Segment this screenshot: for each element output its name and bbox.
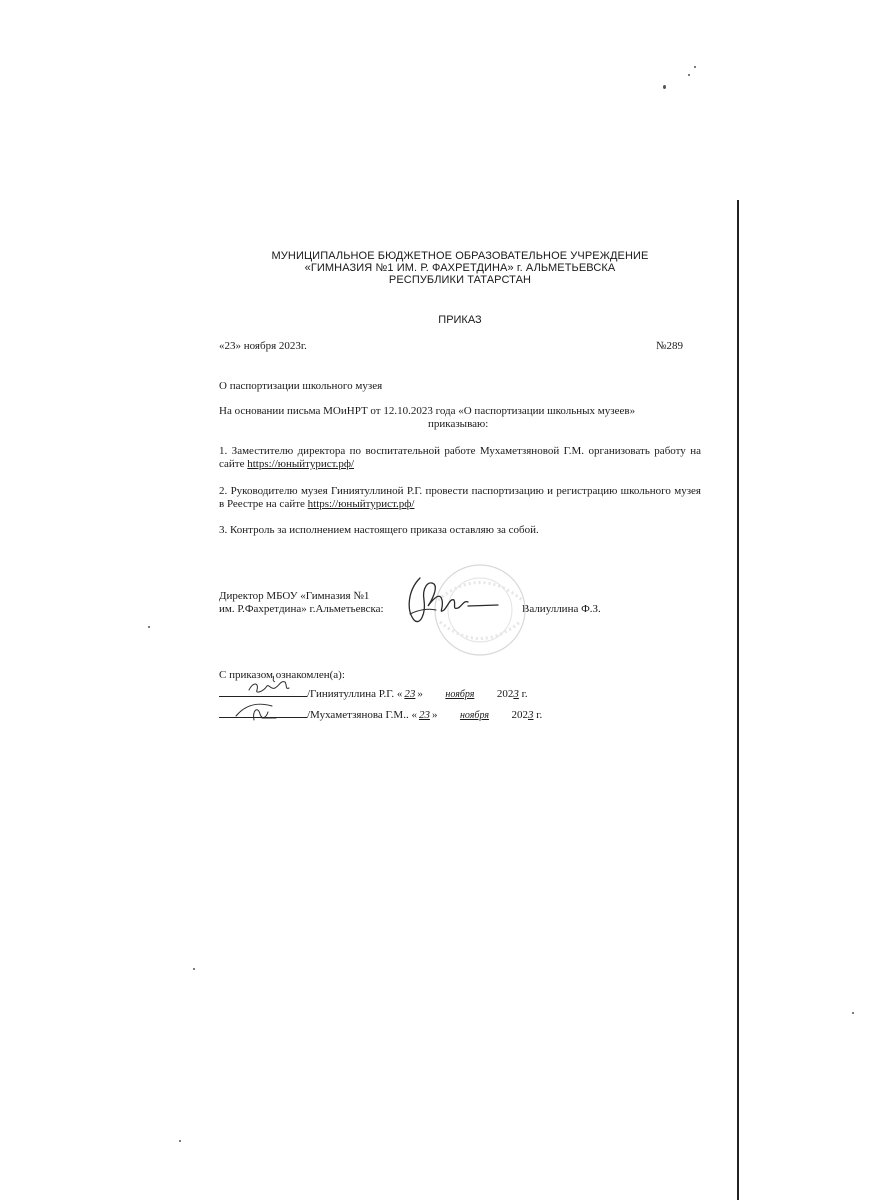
header-line-3: РЕСПУБЛИКИ ТАТАРСТАН [388, 274, 532, 286]
scan-speck [688, 74, 690, 76]
scan-speck [179, 1140, 181, 1142]
order-number: №289 [656, 340, 683, 352]
acquaint-row-1-year-prefix: 202 [496, 688, 514, 700]
scan-speck [193, 968, 195, 970]
order-word: приказываю: [428, 418, 489, 430]
director-signature [398, 570, 518, 630]
scan-speck [148, 626, 150, 628]
document-title: ПРИКАЗ [438, 314, 482, 326]
acquaint-row-2-name: /Мухаметзянова Г.М.. « [307, 709, 417, 721]
order-item-1-link[interactable]: https://юныйтурист.рф/ [247, 458, 355, 470]
order-item-2-link[interactable]: https://юныйтурист.рф/ [307, 498, 415, 510]
order-subject: О паспортизации школьного музея [219, 380, 383, 392]
order-item-3: 3. Контроль за исполнением настоящего приказа оставляю за собой. [219, 524, 539, 536]
signer-name: Валиуллина Ф.З. [522, 603, 601, 615]
acquaint-row-2-month: ноября [459, 710, 489, 721]
order-item-2 [219, 485, 701, 511]
acquaint-row-1-suffix: г. [518, 688, 528, 700]
order-item-2-text: 2. Руководителю музея Гиниятуллиной Р.Г. провести паспортизацию и регистрацию школьного музея в Реестре на сайте [219, 485, 701, 510]
acquaint-row-1-year-digit: 3 [513, 688, 519, 700]
scan-speck [852, 1012, 854, 1014]
acquaint-heading: С приказом ознакомлен(а): [219, 669, 345, 681]
institution-header [220, 250, 700, 286]
acquaint-row-2-suffix: г. [533, 709, 543, 721]
signer-position-line-2: им. Р.Фахретдина» г.Альметьевска: [219, 603, 384, 615]
scan-speck [663, 85, 666, 89]
header-line-2: «ГИМНАЗИЯ №1 ИМ. Р. ФАХРЕТДИНА» г. АЛЬМЕТЬЕВСКА [304, 262, 616, 274]
signer-position-line-1: Директор МБОУ «Гимназия №1 [219, 590, 370, 602]
acquaint-row-2-year-prefix: 202 [511, 709, 528, 721]
scan-edge-line [737, 200, 739, 1200]
order-date: «23» ноября 2023г. [219, 340, 307, 352]
order-basis: На основании письма МОиНРТ от 12.10.2023 года «О паспортизации школьных музеев» [219, 405, 636, 417]
order-item-1-text: 1. Заместителю директора по воспитательной работе Мухаметзяновой Г.М. организовать работу на сайте [219, 445, 701, 470]
header-line-1: МУНИЦИПАЛЬНОЕ БЮДЖЕТНОЕ ОБРАЗОВАТЕЛЬНОЕ УЧРЕЖДЕНИЕ [271, 250, 649, 262]
acquaint-row-1-month: ноября [445, 689, 475, 700]
acquaint-row-2-year-digit: 3 [527, 709, 534, 721]
scan-speck [694, 66, 696, 68]
acquaint-row-2-mid: » [431, 709, 438, 721]
acquaint-row-2-day: 23 [418, 709, 430, 721]
acquaint-row-1-mid: » [417, 688, 423, 700]
acquaint-row-1-day: 23 [404, 688, 416, 700]
acquaint-signature-2 [232, 698, 292, 724]
acquaint-row-1-name: /Гиниятуллина Р.Г. « [307, 688, 403, 700]
acquaint-signature-1 [245, 674, 295, 698]
order-item-1 [219, 445, 701, 471]
